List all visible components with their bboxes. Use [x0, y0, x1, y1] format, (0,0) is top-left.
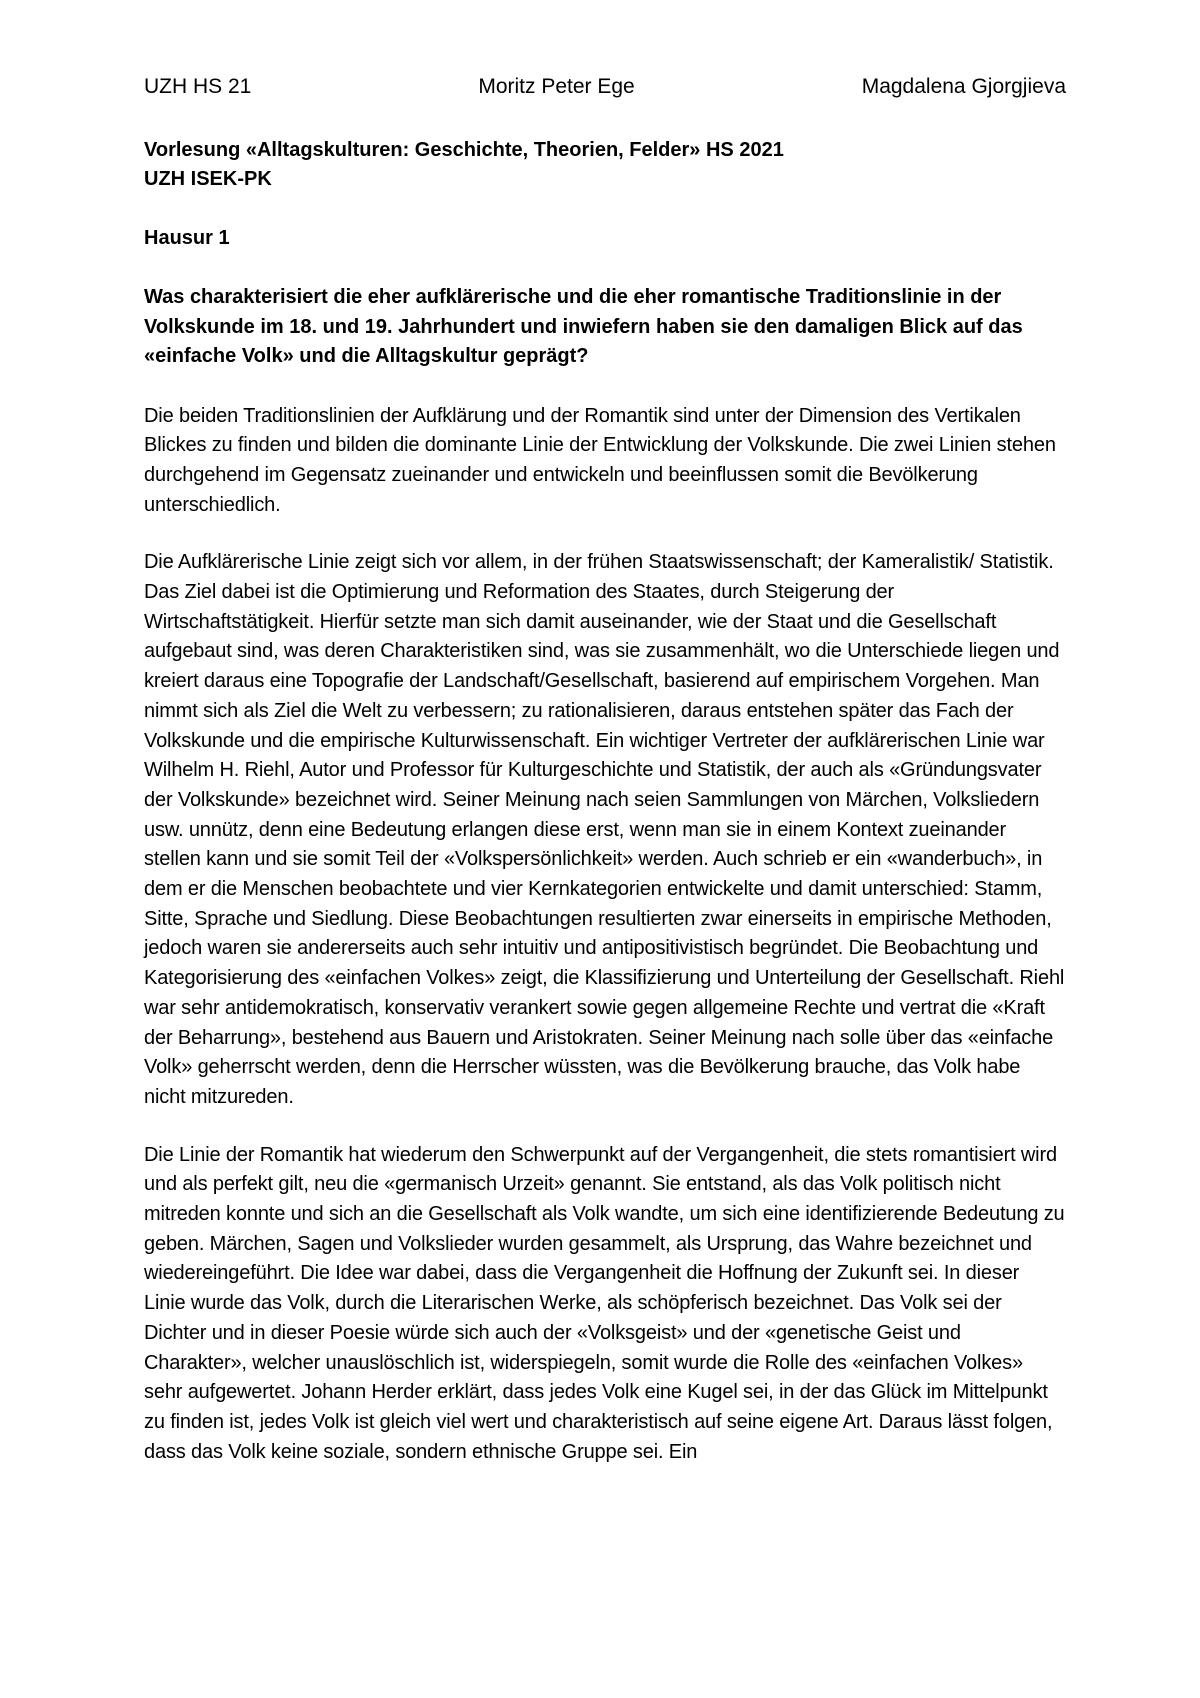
course-title: Vorlesung «Alltagskulturen: Geschichte, Theorien, Felder» HS 2021 — [144, 139, 784, 161]
page-header — [144, 72, 1066, 102]
assignment-question: Was charakterisiert die eher aufklärerische und die eher romantische Traditionslinie in der Volkskunde im 18. und 19. Jahrhundert und inwiefern haben sie den damaligen Blick auf das «einfache Volk» und die Alltagskultur geprägt? — [144, 286, 1023, 367]
header-course-code: UZH HS 21 — [144, 75, 252, 98]
paragraph-intro: Die beiden Traditionslinien der Aufklärung und der Romantik sind unter der Dimension des Vertikalen Blickes zu finden und bilden die dominante Linie der Entwicklung der Volkskunde. Die zwei Linien stehen durchgehend im Gegensatz zueinander und entwickeln und beeinflussen somit die Bevölkerung unterschiedlich. — [144, 404, 1056, 516]
course-institute: UZH ISEK-PK — [144, 168, 272, 190]
header-lecturer: Moritz Peter Ege — [478, 75, 635, 98]
header-author: Magdalena Gjorgjieva — [861, 75, 1066, 98]
assignment-label: Hausur 1 — [144, 227, 230, 249]
document-content — [144, 72, 1066, 1495]
paragraph-romantik: Die Linie der Romantik hat wiederum den Schwerpunkt auf der Vergangenheit, die stets romantisiert wird und als perfekt gilt, neu die «germanisch Urzeit» genannt. Sie entstand, als das Volk politisch nicht mitreden konnte und sich an die Gesellschaft als Volk wandte, um sich eine identifizierende Bedeutung zu geben. Märchen, Sagen und Volkslieder wurden gesammelt, als Ursprung, das Wahre bezeichnet und wiedereingeführt. Die Idee war dabei, dass die Vergangenheit die Hoffnung der Zukunft sei. In dieser Linie wurde das Volk, durch die Literarischen Werke, als schöpferisch bezeichnet. Das Volk sei der Dichter und in dieser Poesie würde sich auch der «Volksgeist» und der «genetische Geist und Charakter», welcher unauslöschlich ist, widerspiegeln, somit wurde die Rolle des «einfachen Volkes» sehr aufgewertet. Johann Herder erklärt, dass jedes Volk eine Kugel sei, in der das Glück im Mittelpunkt zu finden ist, jedes Volk ist gleich viel wert und charakteristisch auf seine eigene Art. Daraus lässt folgen, dass das Volk keine soziale, sondern ethnische Gruppe sei. Ein — [144, 1143, 1065, 1463]
paragraph-aufklaerung: Die Aufklärerische Linie zeigt sich vor allem, in der frühen Staatswissenschaft; der Kameralistik/ Statistik. Das Ziel dabei ist die Optimierung und Reformation des Staates, durch Steigerung der Wirtschaftstätigkeit. Hierfür setzte man sich damit auseinander, wie der Staat und die Gesellschaft aufgebaut sind, was deren Charakteristiken sind, was sie zusammenhält, wo die Unterschiede liegen und kreiert daraus eine Topografie der Landschaft/Gesellschaft, basierend auf empirischem Vorgehen. Man nimmt sich als Ziel die Welt zu verbessern; zu rationalisieren, daraus entstehen später das Fach der Volkskunde und die empirische Kulturwissenschaft. Ein wichtiger Vertreter der aufklärerischen Linie war Wilhelm H. Riehl, Autor und Professor für Kulturgeschichte und Statistik, der auch als «Gründungsvater der Volkskunde» bezeichnet wird. Seiner Meinung nach seien Sammlungen von Märchen, Volksliedern usw. unnütz, denn eine Bedeutung erlangen diese erst, wenn man sie in einem Kontext zueinander stellen kann und sie somit Teil der «Volkspersönlichkeit» werden. Auch schrieb er ein «wanderbuch», in dem er die Menschen beobachtete und vier Kernkategorien entwickelte und damit unterschied: Stamm, Sitte, Sprache und Siedlung. Diese Beobachtungen resultierten zwar einerseits in empirische Methoden, jedoch waren sie andererseits auch sehr intuitiv und antipositivistisch begründet. Die Beobachtung und Kategorisierung des «einfachen Volkes» zeigt, die Klassifizierung und Unterteilung der Gesellschaft. Riehl war sehr antidemokratisch, konservativ verankert sowie gegen allgemeine Rechte und vertrat die «Kraft der Beharrung», bestehend aus Bauern und Aristokraten. Seiner Meinung nach solle über das «einfache Volk» geherrscht werden, denn die Herrscher wüssten, was die Bevölkerung brauche, das Volk habe nicht mitzureden. — [144, 551, 1065, 1108]
course-info — [144, 136, 1066, 194]
